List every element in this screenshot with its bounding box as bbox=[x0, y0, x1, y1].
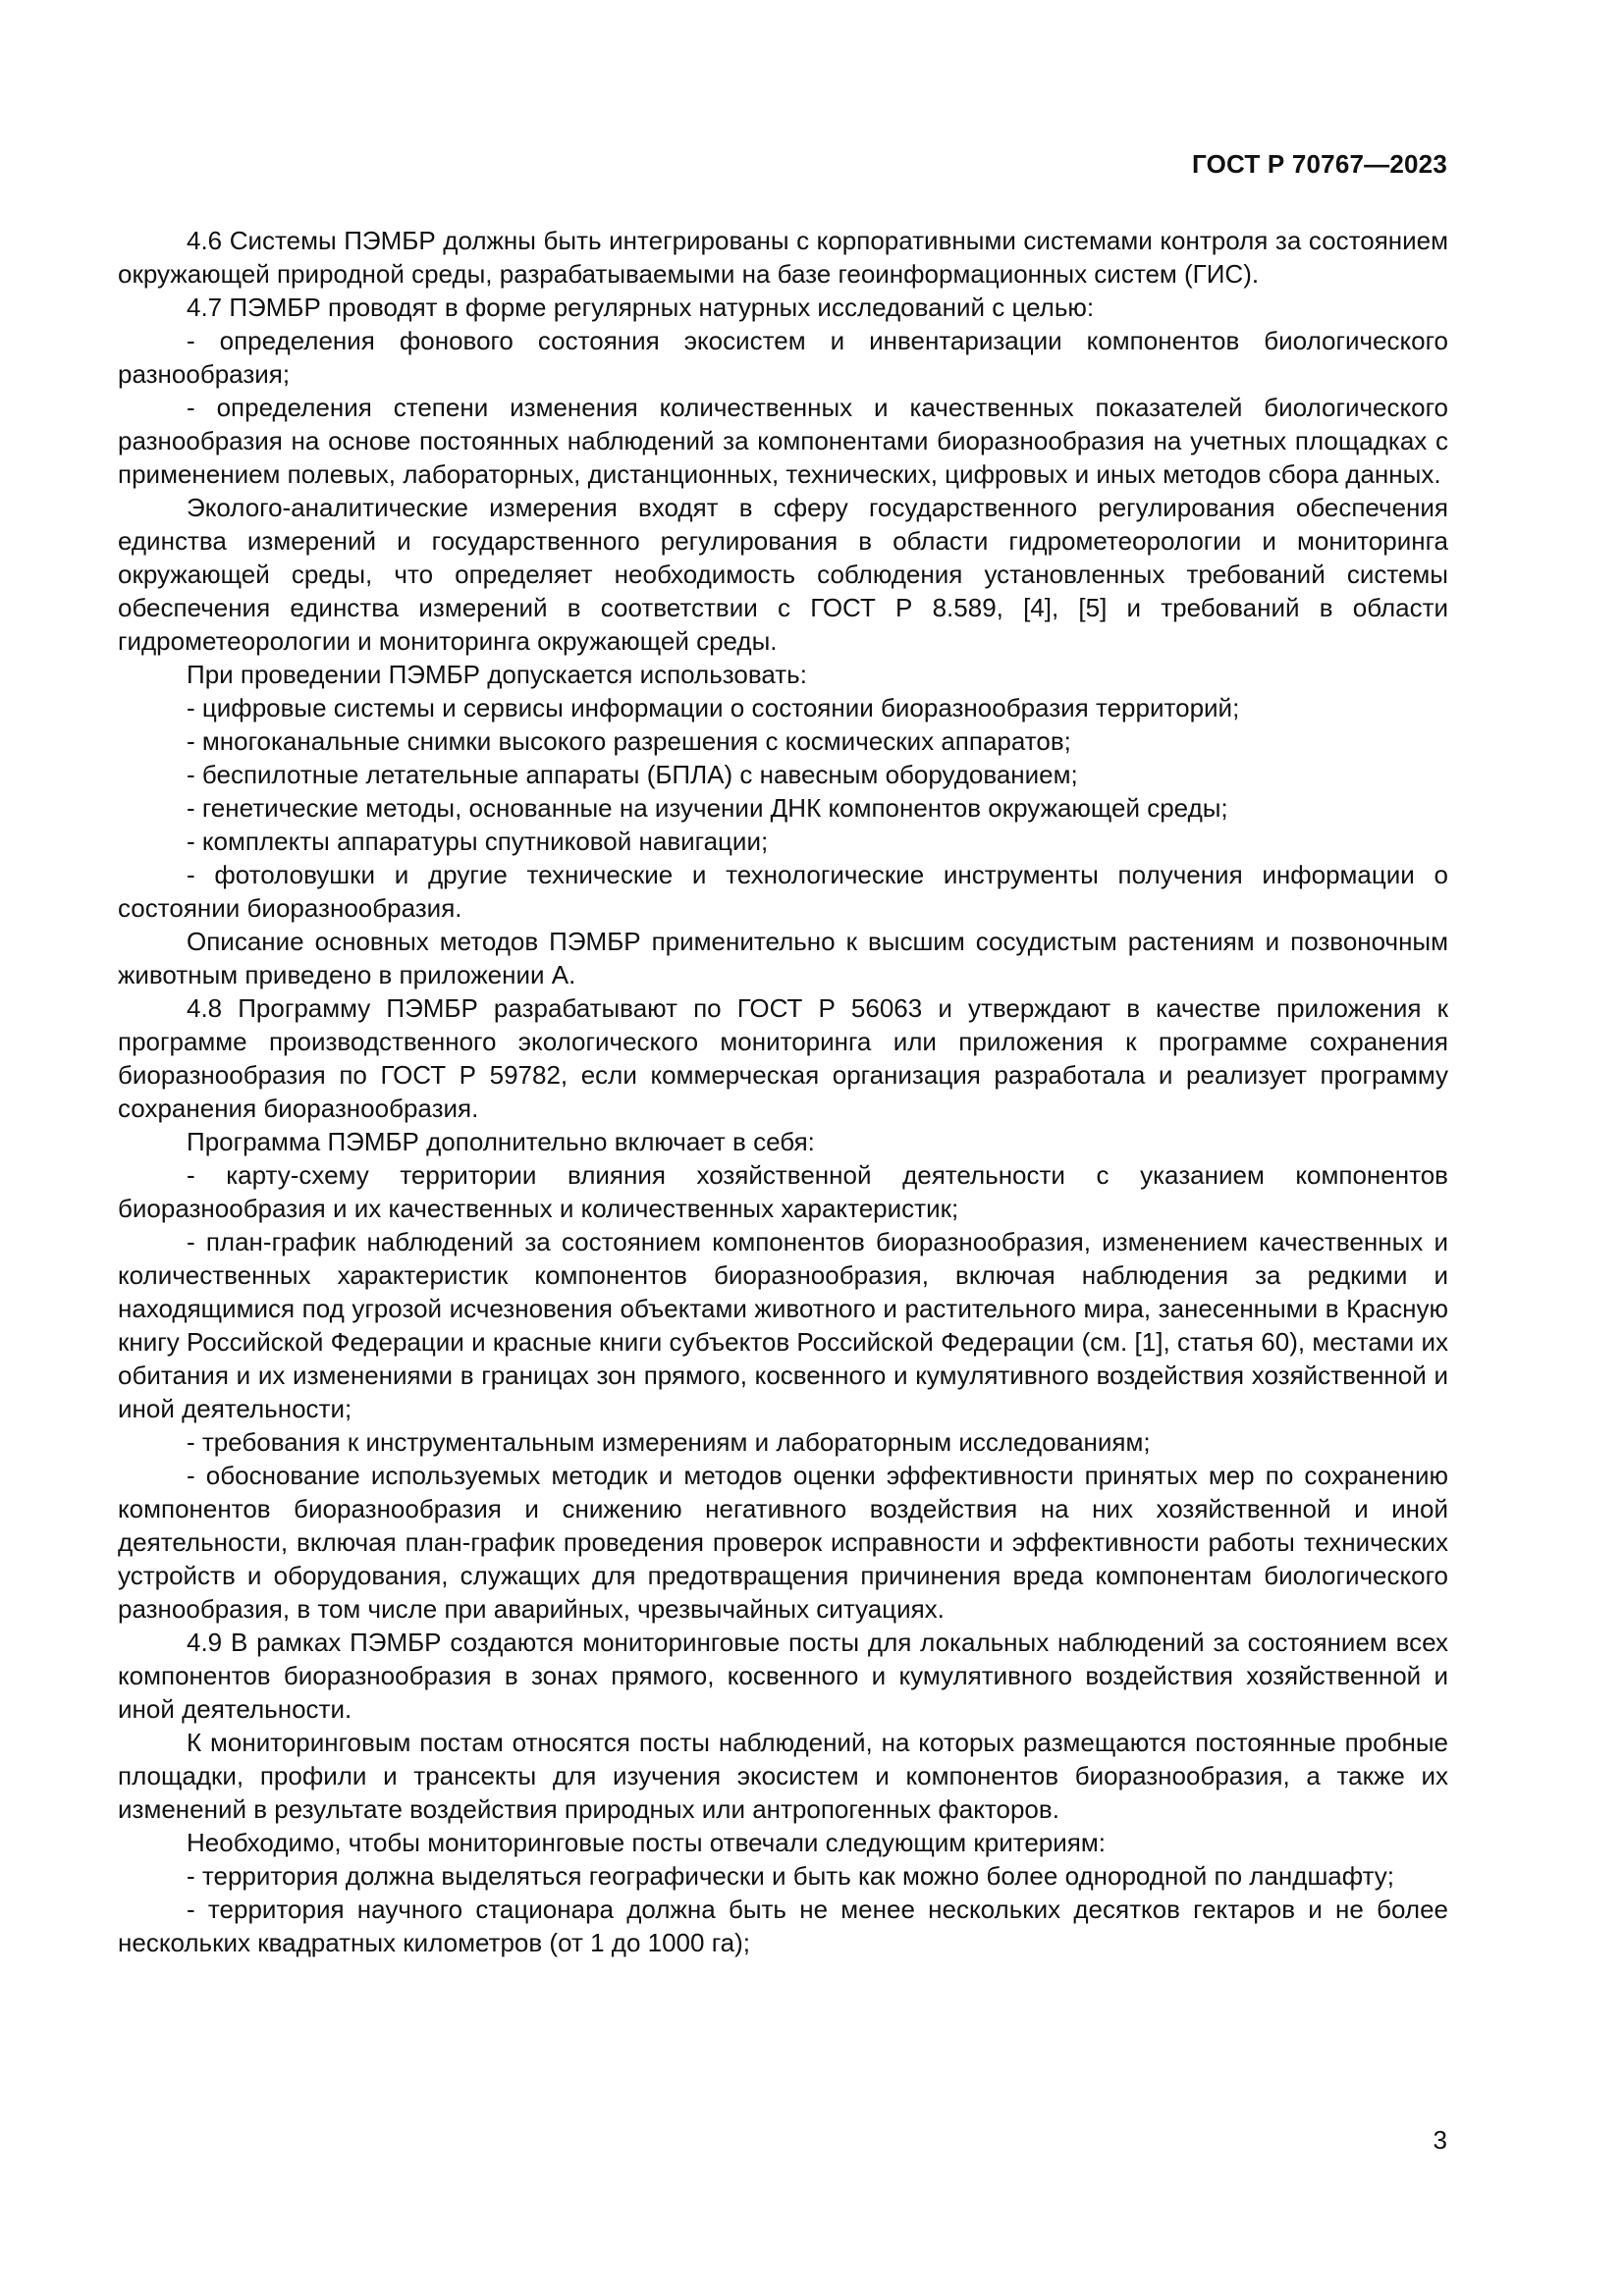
list-item: - генетические методы, основанные на изучении ДНК компонентов окружающей среды; bbox=[187, 793, 1228, 823]
paragraph: Описание основных методов ПЭМБР применительно к высшим сосудистым растениям и позвоночным животным приведено в приложении А. bbox=[118, 927, 1448, 989]
document-code-header: ГОСТ Р 70767—2023 bbox=[1192, 149, 1447, 179]
page-number: 3 bbox=[1433, 2125, 1447, 2155]
paragraph: Необходимо, чтобы мониторинговые посты отвечали следующим критериям: bbox=[187, 1828, 1106, 1857]
list-item: - обоснование используемых методик и методов оценки эффективности принятых мер по сохранению компонентов биоразнообразия и снижению негативного воздействия на них хозяйственной и иной деятельности, включая план-график проведения проверок исправности и эффективности работы технических устройств и оборудования, служащих для предотвращения причинения вреда компонентам биологического разнообразия, в том числе при аварийных, чрезвычайных ситуациях. bbox=[118, 1461, 1448, 1624]
list-item: - определения фонового состояния экосистем и инвентаризации компонентов биологического разнообразия; bbox=[118, 326, 1448, 389]
paragraph: При проведении ПЭМБР допускается использовать: bbox=[187, 660, 807, 689]
list-item: - территория должна выделяться географически и быть как можно более однородной по ландшафту; bbox=[187, 1861, 1395, 1891]
list-item: - территория научного стационара должна быть не менее нескольких десятков гектаров и не более нескольких квадратных километров (от 1 до 1000 га); bbox=[118, 1895, 1448, 1957]
paragraph: Программа ПЭМБР дополнительно включает в себя: bbox=[187, 1127, 815, 1156]
list-item: - фотоловушки и другие технические и технологические инструменты получения информации о состоянии биоразнообразия. bbox=[118, 860, 1448, 923]
paragraph-4-8: 4.8 Программу ПЭМБР разрабатывают по ГОСТ Р 56063 и утверждают в качестве приложения к программе производственного экологического мониторинга или приложения к программе сохранения биоразнообразия по ГОСТ Р 59782, если коммерческая организация разработала и реализует программу сохранения биоразнообразия. bbox=[118, 993, 1448, 1123]
list-item: - беспилотные летательные аппараты (БПЛА) с навесным оборудованием; bbox=[187, 760, 1078, 789]
document-body bbox=[118, 224, 1448, 1959]
list-item: - комплекты аппаратуры спутниковой навигации; bbox=[187, 827, 769, 856]
paragraph: К мониторинговым постам относятся посты наблюдений, на которых размещаются постоянные пробные площадки, профили и трансекты для изучения экосистем и компонентов биоразнообразия, а также их изменений в результате воздействия природных или антропогенных факторов. bbox=[118, 1728, 1448, 1824]
list-item: - план-график наблюдений за состоянием компонентов биоразнообразия, изменением качественных и количественных характеристик компонентов биоразнообразия, включая наблюдения за редкими и находящимися под угрозой исчезновения объектами животного и растительного мира, занесенными в Красную книгу Российской Федерации и красные книги субъектов Российской Федерации (см. [1], статья 60), местами их обитания и их изменениями в границах зон прямого, косвенного и кумулятивного воздействия хозяйственной и иной деятельности; bbox=[118, 1227, 1448, 1423]
list-item: - определения степени изменения количественных и качественных показателей биологического разнообразия на основе постоянных наблюдений за компонентами биоразнообразия на учетных площадках с применением полевых, лабораторных, дистанционных, технических, цифровых и иных методов сбора данных. bbox=[118, 393, 1448, 489]
paragraph-4-6: 4.6 Системы ПЭМБР должны быть интегрированы с корпоративными системами контроля за состоянием окружающей природной среды, разрабатываемыми на базе геоинформационных систем (ГИС). bbox=[118, 226, 1448, 289]
paragraph: Эколого-аналитические измерения входят в сферу государственного регулирования обеспечения единства измерений и государственного регулирования в области гидрометеорологии и мониторинга окружающей среды, что определяет необходимость соблюдения установленных требований системы обеспечения единства измерений в соответствии с ГОСТ Р 8.589, [4], [5] и требований в области гидрометеорологии и мониторинга окружающей среды. bbox=[118, 493, 1448, 656]
list-item: - требования к инструментальным измерениям и лабораторным исследованиям; bbox=[187, 1427, 1151, 1457]
list-item: - карту-схему территории влияния хозяйственной деятельности с указанием компонентов биоразнообразия и их качественных и количественных характеристик; bbox=[118, 1160, 1448, 1223]
list-item: - цифровые системы и сервисы информации о состоянии биоразнообразия территорий; bbox=[187, 693, 1240, 722]
paragraph-4-9: 4.9 В рамках ПЭМБР создаются мониторинговые посты для локальных наблюдений за состоянием всех компонентов биоразнообразия в зонах прямого, косвенного и кумулятивного воздействия хозяйственной и иной деятельности. bbox=[118, 1628, 1448, 1724]
list-item: - многоканальные снимки высокого разрешения с космических аппаратов; bbox=[187, 726, 1071, 756]
paragraph-4-7: 4.7 ПЭМБР проводят в форме регулярных натурных исследований с целью: bbox=[187, 293, 1095, 322]
